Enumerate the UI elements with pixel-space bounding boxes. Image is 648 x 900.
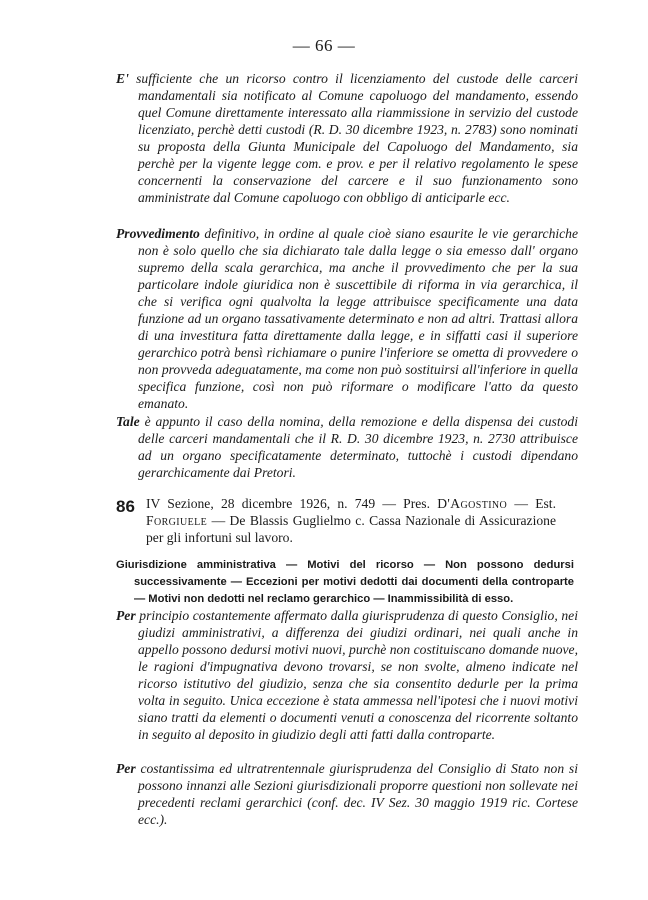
paragraph-nomina-custodi xyxy=(116,413,578,481)
massima-summary: Giurisdizione amministrativa — Motivi del ricorso — Non possono dedursi successivamente — Eccezioni per motivi dedotti dai documenti della controparte — Motivi non dedotti nel reclamo gerarchico — Inammissibilità di esso. xyxy=(116,559,574,605)
paragraph-custode-ricorso xyxy=(116,70,578,206)
paragraph-lead: Tale xyxy=(116,414,140,429)
paragraph-text: è appunto il caso della nomina, della remozione e della dispensa dei custodi delle carceri mandamentali che il R. D. 30 dicembre 1923, n. 2730 attribuisce ad un organo specificatamente determinato, tuttochè i custodi dipendano gerarchicamente dai Pretori. xyxy=(138,414,578,480)
case-parties: — De Blassis Guglielmo c. Cassa Nazionale di Assicurazione per gli infortuni sul lavoro. xyxy=(146,513,556,545)
page-number: — 66 — xyxy=(292,36,356,55)
paragraph-provvedimento-definitivo xyxy=(116,225,578,412)
case-heading xyxy=(146,495,556,546)
paragraph-lead: Per xyxy=(116,761,136,776)
paragraph-text: sufficiente che un ricorso contro il licenziamento del custode delle carceri mandamentali sia notificato al Comune capoluogo del mandamento, essendo quel Comune direttamente interessato alla riammissione in servizio del custode licenziato, perchè detti custodi (R. D. 30 dicembre 1923, n. 2783) sono nominati su proposta della Giunta Municipale del Capoluogo del Mandamento, sia perchè per la vigente legge com. e prov. e per il relativo regolamento le spese concernenti la conservazione del carcere e il suo funzionamento sono amministrate dal Comune capoluogo con obbligo di anticiparle ecc. xyxy=(136,71,578,205)
paragraph-lead: E' xyxy=(116,71,129,86)
paragraph-text: costantissima ed ultratrentennale giurisprudenza del Consiglio di Stato non si possono innanzi alle Sezioni giurisdizionali proporre questioni non sollevate nei precedenti reclami gerarchici (conf. dec. IV Sez. 30 maggio 1919 ric. Cortese ecc.). xyxy=(138,761,578,827)
case-intro: IV Sezione, 28 dicembre 1926, n. 749 — Pres. xyxy=(146,496,430,511)
case-rapporteur: Forgiuele xyxy=(146,513,208,528)
case-president: D'Agostino xyxy=(437,496,508,511)
case-entry xyxy=(116,495,556,546)
case-number: 86 xyxy=(116,497,135,516)
paragraph-principio-giurisprudenza xyxy=(116,607,578,743)
paragraph-text: principio costantemente affermato dalla giurisprudenza di questo Consiglio, nei giudizi amministrativi, a differenza dei giudizi ordinari, nei quali anche in appello possono dedursi motivi nuovi, purchè non costituiscano domande nuove, le ragioni d'impugnativa devono trovarsi, se non svolte, almeno indicate nel ricorso istitutivo del giudizio, senza che sia consentito dedurle per la prima volta in seguito. Unica eccezione è stata ammessa nell'ipotesi che i nuovi motivi siano tratti da elementi o documenti venuti a conoscenza del ricorrente soltanto in seguito al deposito in giudizio degli atti fatti dalla controparte. xyxy=(138,608,578,742)
paragraph-lead: Per xyxy=(116,608,136,623)
case-mid: — Est. xyxy=(514,496,556,511)
paragraph-giurisprudenza-ultratrentennale xyxy=(116,760,578,828)
paragraph-text: definitivo, in ordine al quale cioè siano esaurite le vie gerarchiche non è solo quello che sia dichiarato tale dalla legge o sia emesso dall' organo supremo della scala gerarchica, ma anche il provvedimento che per la sua particolare indole giuridica non è suscettibile di riforma in via gerarchica, il che si verifica ogni qualvolta la legge attribuisce specificamente una data funzione ad un organo tassativamente determinato e non ad altri. Trattasi allora di una investitura fatta direttamente dalla legge, e in siffatti casi il superiore gerarchico potrà bensì richiamare o punire l'inferiore se ometta di provvedere o non provveda adeguatamente, ma come non può sostituirsi all'inferiore in quella specifica funzione, così non può riformare o modificare l'atto da questo emanato. xyxy=(138,226,579,411)
paragraph-lead: Provvedimento xyxy=(116,226,200,241)
